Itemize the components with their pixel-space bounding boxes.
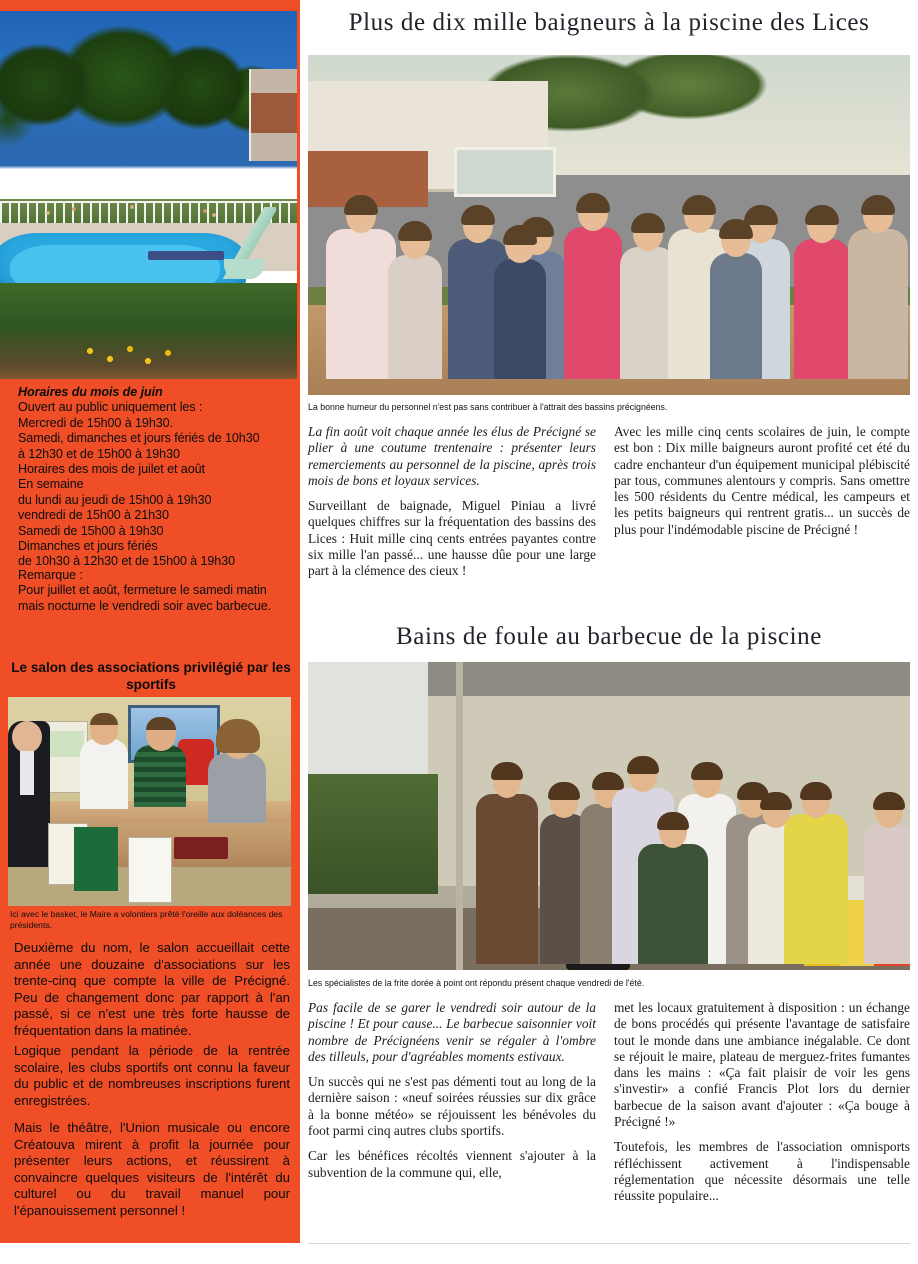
- text-line: Ouvert au public uniquement les :: [18, 400, 203, 415]
- article-1-photo-caption: La bonne humeur du personnel n'est pas sans contribuer à l'attrait des bassins précignéens.: [308, 402, 668, 412]
- assoc-flyer-2: [74, 827, 118, 891]
- text-line: à 12h30 et de 15h00 à 19h30: [18, 446, 180, 461]
- article-1-column-right: [614, 424, 910, 547]
- pool-trees: [0, 15, 284, 197]
- sidebar-bottom-margin: [0, 1243, 300, 1264]
- assoc-binder: [174, 837, 228, 859]
- pool-photo: [0, 11, 297, 379]
- text-line: vendredi de 15h00 à 21h30: [18, 508, 169, 523]
- text-line: Dimanches et jours fériés: [18, 539, 158, 554]
- assoc-person-2: [134, 745, 186, 807]
- text-line: du lundi au jeudi de 15h00 à 19h30: [18, 492, 212, 507]
- assoc-photo-caption: Ici avec le basket, le Maire a volontiers prêté l'oreille aux doléances des présidents.: [10, 909, 283, 930]
- assoc-paragraph-3: Mais le théâtre, l'Union musicale ou encore Créatouva mirent à profit la journée pour présenter leurs actions, et réussirent à convaincre quelques visiteurs de l'intérêt du culturel ou du travail manuel pour l'épanouissement personnel !: [14, 1120, 290, 1218]
- assoc-paragraph-2: Logique pendant la période de la rentrée scolaire, les clubs sportifs ont connu la faveur du public et de nombreuses inscriptions furent enregistrées.: [14, 1043, 290, 1108]
- text-line: mais nocturne le vendredi soir avec barbecue.: [18, 598, 272, 613]
- barbecue-crew-photo: [308, 662, 910, 970]
- text-line: Mercredi de 15h00 à 19h30.: [18, 415, 173, 430]
- text-line: Pour juillet et août, fermeture le samedi matin: [18, 583, 267, 598]
- bottom-rule: [308, 1243, 910, 1244]
- opening-hours-lines: [18, 400, 290, 569]
- photo2-sky: [308, 662, 438, 778]
- assoc-person-1: [80, 739, 128, 809]
- photo2-support-post: [456, 662, 463, 970]
- photo-person: [710, 253, 762, 379]
- photo-person: [864, 824, 910, 964]
- photo-person: [388, 255, 442, 379]
- photo-person: [794, 239, 850, 379]
- assoc-paragraph-1: Deuxième du nom, le salon accueillait cette année une douzaine d'associations sur les trente-cinq que compte la ville de Précigné. Peu de changement donc par rapport à l'an passé, si ce n'est une très forte hausse de fréquentation dans la matinée.: [14, 940, 290, 1038]
- pool-flowers: [80, 341, 190, 371]
- assoc-person-3: [208, 753, 266, 829]
- text-line: de 10h30 à 12h30 et de 15h00 à 19h30: [18, 554, 236, 569]
- photo2-hedge: [308, 774, 438, 894]
- assoc-flyer-3: [128, 837, 172, 903]
- article-paragraph: La fin août voit chaque année les élus de Précigné se plier à une coutume trentenaire : présenter leurs remerciements au personnel de la piscine, après trois mois de bons et loyaux services.: [308, 424, 596, 488]
- opening-hours-title: Horaires du mois de juin: [18, 385, 163, 399]
- article-paragraph: Un succès qui ne s'est pas démenti tout au long de la dernière saison : «neuf soirées réussies sur dix grâce à la bonne météo» se réjouissent les bénévoles du foot parmi cinq autres clubs sportifs.: [308, 1074, 596, 1139]
- left-sidebar: [0, 0, 300, 1243]
- article-2-title: Bains de foule au barbecue de la piscine: [396, 623, 822, 650]
- text-line: Samedi de 15h00 à 19h30: [18, 523, 164, 538]
- pool-staff-photo: [308, 55, 910, 395]
- remark-block: [18, 568, 290, 614]
- text-line: Samedi, dimanches et jours fériés de 10h30: [18, 431, 260, 446]
- article-paragraph: Car les bénéfices récoltés viennent s'ajouter à la subvention de la commune qui, elle,: [308, 1148, 596, 1180]
- article-paragraph: Avec les mille cinq cents scolaires de juin, le compte est bon : Dix mille baigneurs auront profité cet été du cadre enchanteur d'un équipement municipal plébiscité par tous, communes alentours y compris. Sans omettre les 500 résidents du Centre médical, les campeurs et les petits baigneurs qui rentrent gratis... un succès de plus pour l'indémodable piscine de Précigné !: [614, 424, 910, 537]
- article-2-photo-caption: Les spécialistes de la frite dorée à point ont répondu présent chaque vendredi de l'été.: [308, 978, 645, 988]
- photo1-staff-group: [308, 125, 910, 395]
- assoc-noticeboard-poster: [44, 731, 84, 757]
- main-content: [300, 0, 918, 1264]
- photo-person: [326, 229, 396, 379]
- text-line: Horaires des mois de juilet et août: [18, 462, 205, 477]
- assoc-heading: Le salon des associations privilégié par les sportifs: [11, 660, 291, 692]
- pool-building: [249, 69, 297, 161]
- diving-board: [148, 251, 224, 260]
- text-line: Remarque :: [18, 568, 83, 582]
- photo-person: [476, 794, 538, 964]
- photo-person: [564, 227, 622, 379]
- article-paragraph: Toutefois, les membres de l'association omnisports réfléchissent activement à l'indispensable réglementation que nécessite désormais une telle réussite populaire...: [614, 1139, 910, 1204]
- article-paragraph: met les locaux gratuitement à disposition : un échange de bons procédés qui présente l'avantage de satisfaire tout le monde dans une ambiance inégalable. Ce dont se réjouit le maire, plateau de merguez-frites fumantes dans les mains : «Ça fait plaisir de voir les gens s'investir» a confié Francis Plot lors du dernier barbecue de la saison avant d'ajouter : «Ça bouge à Précigné !»: [614, 1000, 910, 1130]
- photo-person: [784, 814, 848, 964]
- pool-swimmers: [0, 197, 297, 237]
- article-paragraph: Surveillant de baignade, Miguel Piniau a livré quelques chiffres sur la fréquentation des bassins des Lices : Huit mille cinq cents entrées payantes contre six mille l'an passé... une hausse dûe pour une large part à la clémence des cieux !: [308, 498, 596, 579]
- article-2-column-left: [308, 1000, 596, 1190]
- photo-person: [848, 229, 908, 379]
- article-2-column-right: [614, 1000, 910, 1214]
- opening-hours-block: [18, 385, 290, 570]
- photo-person: [638, 844, 708, 964]
- article-paragraph: Pas facile de se garer le vendredi soir autour de la piscine ! Et pour cause... Le barbecue saisonnier voit nombre de Précignéens venir se régaler à l'ombre des tilleuls, pour d'agréables moments estivaux.: [308, 1000, 596, 1064]
- article-1-column-left: [308, 424, 596, 589]
- text-line: En semaine: [18, 477, 84, 492]
- association-salon-photo: [8, 697, 291, 906]
- photo-person: [494, 259, 546, 379]
- article-1-title: Plus de dix mille baigneurs à la piscine des Lices: [348, 9, 870, 36]
